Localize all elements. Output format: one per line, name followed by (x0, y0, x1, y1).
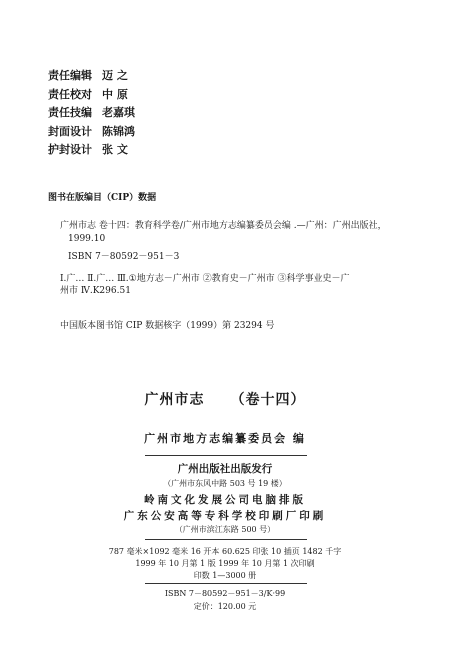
cip-heading: 图书在版编目（CIP）数据 (48, 193, 157, 203)
credit-proofreader (48, 86, 135, 105)
printer: 广东公安高等专科学校印刷厂印刷 (123, 510, 327, 522)
cip-classification: Ⅰ.广… Ⅱ.广… Ⅲ.①地方志－广州市 ②教育史－广州市 ③科学事业史－广 (60, 273, 350, 284)
cip-classification-cont: 州市 Ⅳ.K296.51 (60, 286, 131, 296)
credit-role: 责任校对 (48, 87, 92, 101)
cip-body (60, 220, 415, 298)
divider-middle (145, 539, 307, 540)
credit-role: 封面设计 (48, 124, 92, 138)
book-title (0, 389, 450, 409)
cip-date-line: 1999.10 (68, 233, 106, 244)
credit-name: 老嘉琪 (102, 106, 135, 119)
credit-role: 护封设计 (48, 143, 92, 156)
credit-name: 中 原 (102, 87, 128, 101)
isbn-full: ISBN 7－80592－951－3/K·99 (164, 589, 286, 598)
credits-block (48, 67, 135, 160)
credit-name: 张 文 (102, 143, 128, 156)
cip-check-number: 中国版本图书馆 CIP 数据核字（1999）第 23294 号 (60, 321, 275, 331)
compiler-line: 广州市地方志编纂委员会 编 (144, 432, 306, 445)
publisher-name: 广州出版社出版发行 (177, 463, 273, 475)
credit-name: 陈锦鸿 (102, 124, 135, 138)
credit-role: 责任编辑 (48, 69, 92, 82)
edition-info: 1999 年 10 月第 1 版 1999 年 10 月第 1 次印刷 (135, 559, 315, 568)
print-run: 印数 1—3000 册 (193, 571, 257, 580)
divider-bottom (145, 583, 307, 584)
book-title-volume: （卷十四） (230, 392, 306, 408)
format-specs: 787 毫米×1092 毫米 16 开本 60.625 印张 10 插页 1482 千字 (108, 547, 342, 556)
credit-cover-design (48, 123, 135, 142)
cip-title-line: 广州市志 卷十四：教育科学卷/广州市地方志编纂委员会编 .—广州：广州出版社， (60, 221, 387, 231)
credit-editor (48, 67, 135, 86)
divider-top (145, 455, 307, 456)
credit-jacket-design (48, 141, 135, 160)
credit-tech-editor (48, 104, 135, 123)
publisher-address: （广州市东风中路 503 号 19 楼） (163, 479, 287, 488)
cip-isbn: ISBN 7－80592－951－3 (68, 252, 180, 262)
typesetter: 岭南文化发展公司电脑排版 (144, 494, 306, 506)
printer-address: （广州市滨江东路 500 号） (174, 525, 276, 534)
price: 定价：120.00 元 (193, 602, 257, 611)
book-title-main: 广州市志 (144, 392, 205, 408)
credit-name: 迈 之 (102, 69, 128, 82)
credit-role: 责任技编 (48, 106, 92, 119)
